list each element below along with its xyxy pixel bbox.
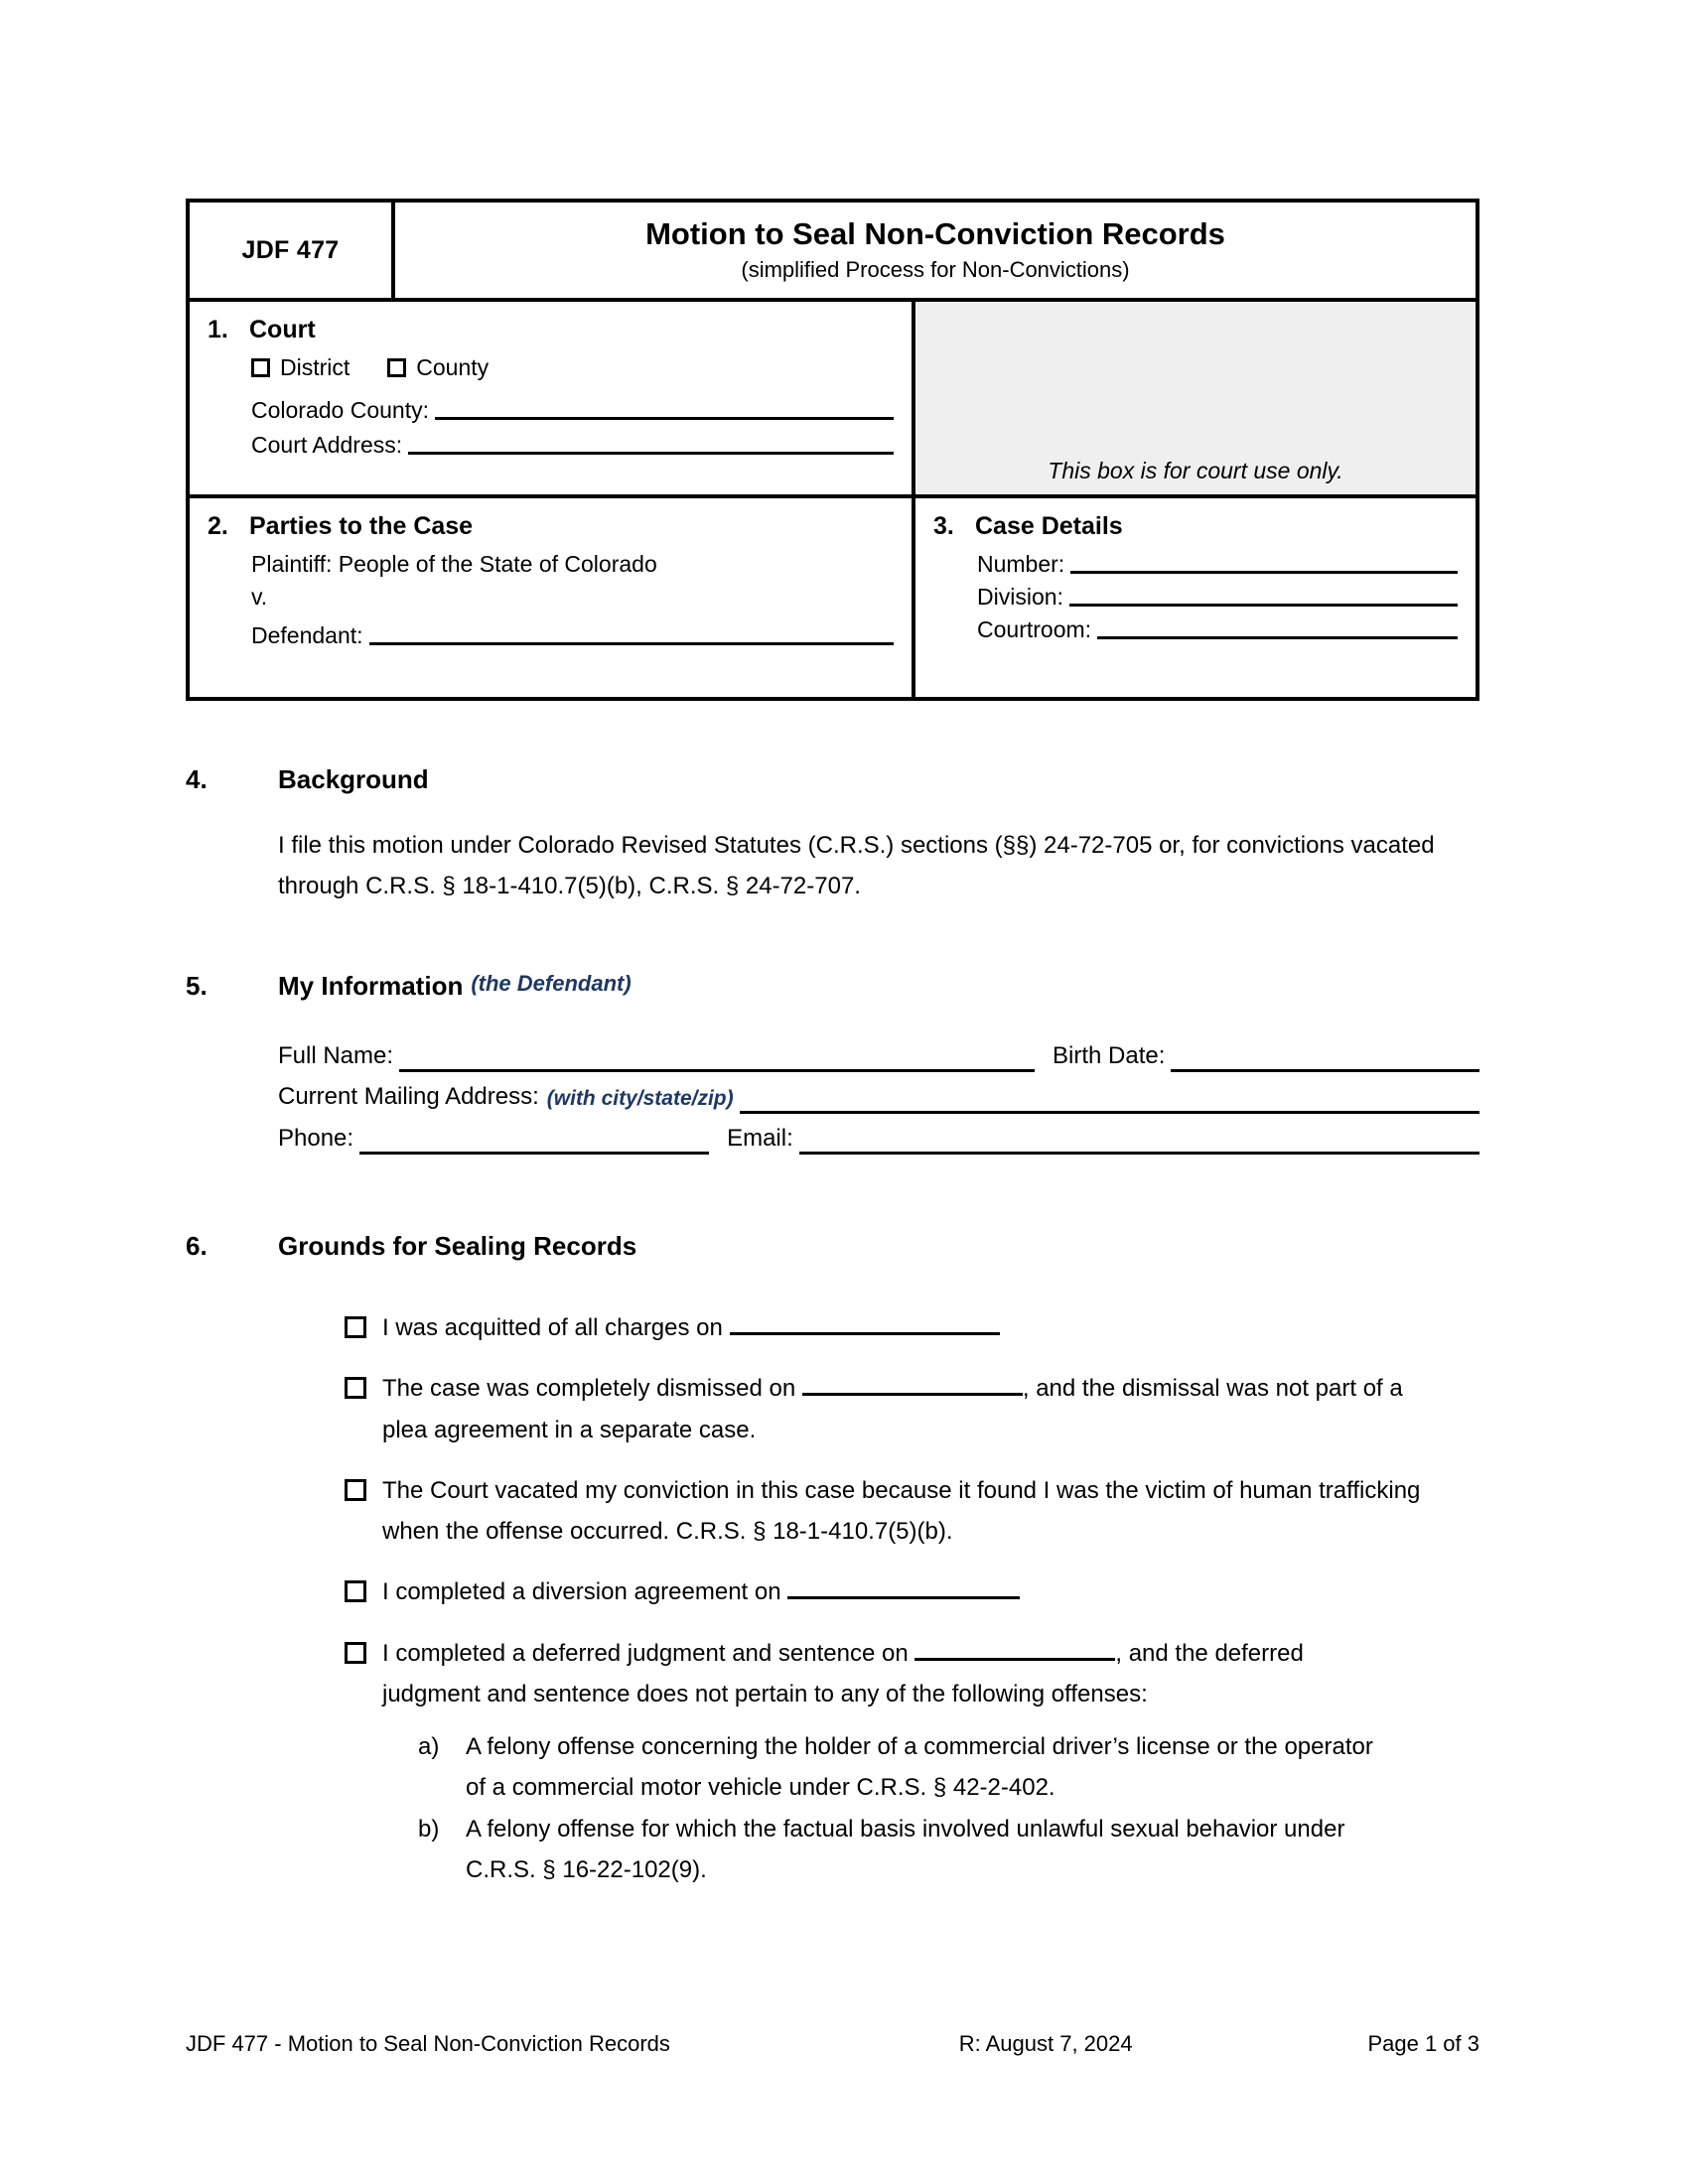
- colorado-county-label: Colorado County:: [251, 397, 429, 424]
- plaintiff-text: Plaintiff: People of the State of Colorado: [251, 551, 657, 578]
- section-parties-number: 2.: [208, 512, 228, 541]
- phone-email-row: [278, 1118, 1479, 1159]
- grounds-list: [345, 1307, 1479, 1890]
- checkbox-dismissed[interactable]: [345, 1377, 366, 1399]
- grounds-sub-list: [418, 1726, 1479, 1890]
- case-division-label: Division:: [977, 584, 1063, 611]
- court-address-input[interactable]: [408, 452, 894, 455]
- grounds-item: [345, 1470, 1479, 1553]
- section-case-details: [915, 498, 1476, 697]
- grounds-heading: [186, 1231, 1479, 1262]
- caption-right-column: [915, 302, 1476, 697]
- mailing-address-row: [278, 1076, 1479, 1117]
- grounds-item-date-input[interactable]: [730, 1313, 1000, 1335]
- section-grounds: [186, 1231, 1479, 1890]
- checkbox-district[interactable]: [251, 358, 270, 377]
- background-paragraph: I file this motion under Colorado Revised Statutes (C.R.S.) sections (§§) 24-72-705 or, for convictions vacated through C.R.S. § 18-1-410.7(5)(b), C.R.S. § 24-72-707.: [278, 832, 1435, 900]
- background-heading: [186, 764, 1479, 795]
- footer-revision-date: R: August 7, 2024: [958, 2031, 1133, 2056]
- page-footer: [186, 2031, 1479, 2057]
- birth-date-label: Birth Date:: [1053, 1042, 1166, 1069]
- defendant-field: [251, 622, 894, 649]
- checkbox-vacated-trafficking[interactable]: [345, 1479, 366, 1501]
- caption-table: [186, 199, 1479, 701]
- form-title-cell: [395, 203, 1476, 298]
- my-information-number: 5.: [186, 971, 208, 1001]
- grounds-sub-item-label: a): [418, 1733, 440, 1761]
- grounds-item-text-before: I completed a deferred judgment and sentence on: [382, 1639, 909, 1667]
- grounds-title: Grounds for Sealing Records: [278, 1231, 637, 1261]
- grounds-item: [345, 1571, 1479, 1612]
- section-my-information: [186, 971, 1479, 1159]
- grounds-item-text-before: I was acquitted of all charges on: [382, 1314, 723, 1341]
- case-number-field: [977, 551, 1458, 578]
- case-division-field: [977, 584, 1458, 611]
- grounds-item-text-after: , and the dismissal was not part of a plea agreement in a separate case.: [382, 1375, 1403, 1443]
- section-case-number: 3.: [933, 512, 954, 541]
- defendant-label: Defendant:: [251, 622, 363, 649]
- mailing-address-label: Current Mailing Address:: [278, 1083, 539, 1111]
- colorado-county-field: [251, 397, 894, 424]
- footer-page-number: Page 1 of 3: [1367, 2031, 1479, 2056]
- section-parties: [190, 498, 912, 697]
- section-parties-heading: [208, 512, 894, 541]
- form-id-cell: [190, 203, 395, 298]
- case-number-input[interactable]: [1070, 571, 1458, 574]
- footer-form-name: JDF 477 - Motion to Seal Non-Conviction Records: [186, 2031, 670, 2056]
- colorado-county-input[interactable]: [435, 417, 894, 420]
- case-courtroom-input[interactable]: [1097, 636, 1458, 639]
- email-label: Email:: [727, 1124, 793, 1152]
- court-use-note: This box is for court use only.: [1048, 458, 1343, 484]
- defendant-input[interactable]: [369, 642, 894, 645]
- court-address-field: [251, 432, 894, 459]
- background-title: Background: [278, 764, 429, 794]
- grounds-item-text: [382, 1368, 1425, 1450]
- form-subtitle: (simplified Process for Non-Convictions): [741, 256, 1130, 282]
- grounds-sub-item: [418, 1726, 1479, 1809]
- grounds-number: 6.: [186, 1231, 208, 1261]
- email-input[interactable]: [799, 1152, 1479, 1155]
- versus-text: v.: [251, 584, 268, 611]
- form-title: Motion to Seal Non-Conviction Records: [645, 216, 1225, 251]
- grounds-item-text-after: , and the deferred judgment and sentence does not pertain to any of the following offenses:: [382, 1639, 1304, 1707]
- section-background: [186, 764, 1479, 907]
- my-information-heading: [186, 971, 1479, 1002]
- background-number: 4.: [186, 764, 208, 794]
- grounds-sub-item-label: b): [418, 1815, 440, 1843]
- section-court-title: Court: [249, 316, 316, 344]
- case-division-input[interactable]: [1069, 604, 1458, 607]
- grounds-item-text-before: The case was completely dismissed on: [382, 1375, 796, 1403]
- grounds-item-text: [382, 1571, 1020, 1612]
- section-case-title: Case Details: [975, 512, 1123, 541]
- grounds-sub-item-text: A felony offense for which the factual basis involved unlawful sexual behavior under C.R.S. § 16-22-102(9).: [466, 1815, 1345, 1883]
- checkbox-diversion[interactable]: [345, 1580, 366, 1602]
- birth-date-input[interactable]: [1171, 1069, 1479, 1072]
- grounds-sub-item-text: A felony offense concerning the holder of a commercial driver’s license or the operator of a commercial motor vehicle under C.R.S. § 42-2-402.: [466, 1733, 1373, 1802]
- full-name-label: Full Name:: [278, 1042, 394, 1069]
- section-case-heading: [933, 512, 1458, 541]
- grounds-item: [345, 1307, 1479, 1348]
- court-use-box: [915, 302, 1476, 498]
- case-courtroom-field: [977, 616, 1458, 643]
- grounds-item-date-input[interactable]: [787, 1577, 1020, 1599]
- form-id-label: JDF 477: [241, 235, 340, 264]
- section-court: [190, 302, 912, 498]
- grounds-item-text: [382, 1633, 1365, 1715]
- checkbox-district-label: District: [280, 354, 351, 381]
- caption-body: [190, 302, 1476, 697]
- mailing-address-input[interactable]: [740, 1111, 1479, 1114]
- grounds-item-text: [382, 1307, 1000, 1348]
- checkbox-acquitted[interactable]: [345, 1316, 366, 1338]
- case-number-label: Number:: [977, 551, 1065, 578]
- section-court-heading: [208, 316, 894, 344]
- caption-left-column: [190, 302, 915, 697]
- court-type-checkboxes: [251, 354, 894, 381]
- court-address-label: Court Address:: [251, 432, 403, 459]
- my-information-note: (the Defendant): [471, 971, 632, 996]
- mailing-address-note: (with city/state/zip): [546, 1087, 734, 1111]
- grounds-item: [345, 1368, 1479, 1450]
- my-information-title: My Information: [278, 971, 464, 1001]
- phone-input[interactable]: [359, 1152, 709, 1155]
- section-parties-title: Parties to the Case: [249, 512, 474, 541]
- grounds-item-text-before: I completed a diversion agreement on: [382, 1578, 781, 1606]
- grounds-item-text: The Court vacated my conviction in this case because it found I was the victim of human trafficking when the offense occurred. C.R.S. § 18-1-410.7(5)(b).: [382, 1476, 1421, 1546]
- checkbox-deferred-judgment[interactable]: [345, 1642, 366, 1664]
- full-name-row: [278, 1035, 1479, 1076]
- case-courtroom-label: Courtroom:: [977, 616, 1092, 643]
- section-court-number: 1.: [208, 316, 228, 344]
- checkbox-county-label: County: [416, 354, 490, 381]
- phone-label: Phone:: [278, 1124, 354, 1152]
- grounds-sub-item: [418, 1809, 1479, 1891]
- grounds-item: [345, 1633, 1479, 1715]
- caption-title-row: [190, 203, 1476, 302]
- grounds-item-date-input[interactable]: [802, 1374, 1023, 1396]
- grounds-item-date-input[interactable]: [914, 1639, 1115, 1661]
- checkbox-county[interactable]: [387, 358, 406, 377]
- full-name-input[interactable]: [399, 1069, 1035, 1072]
